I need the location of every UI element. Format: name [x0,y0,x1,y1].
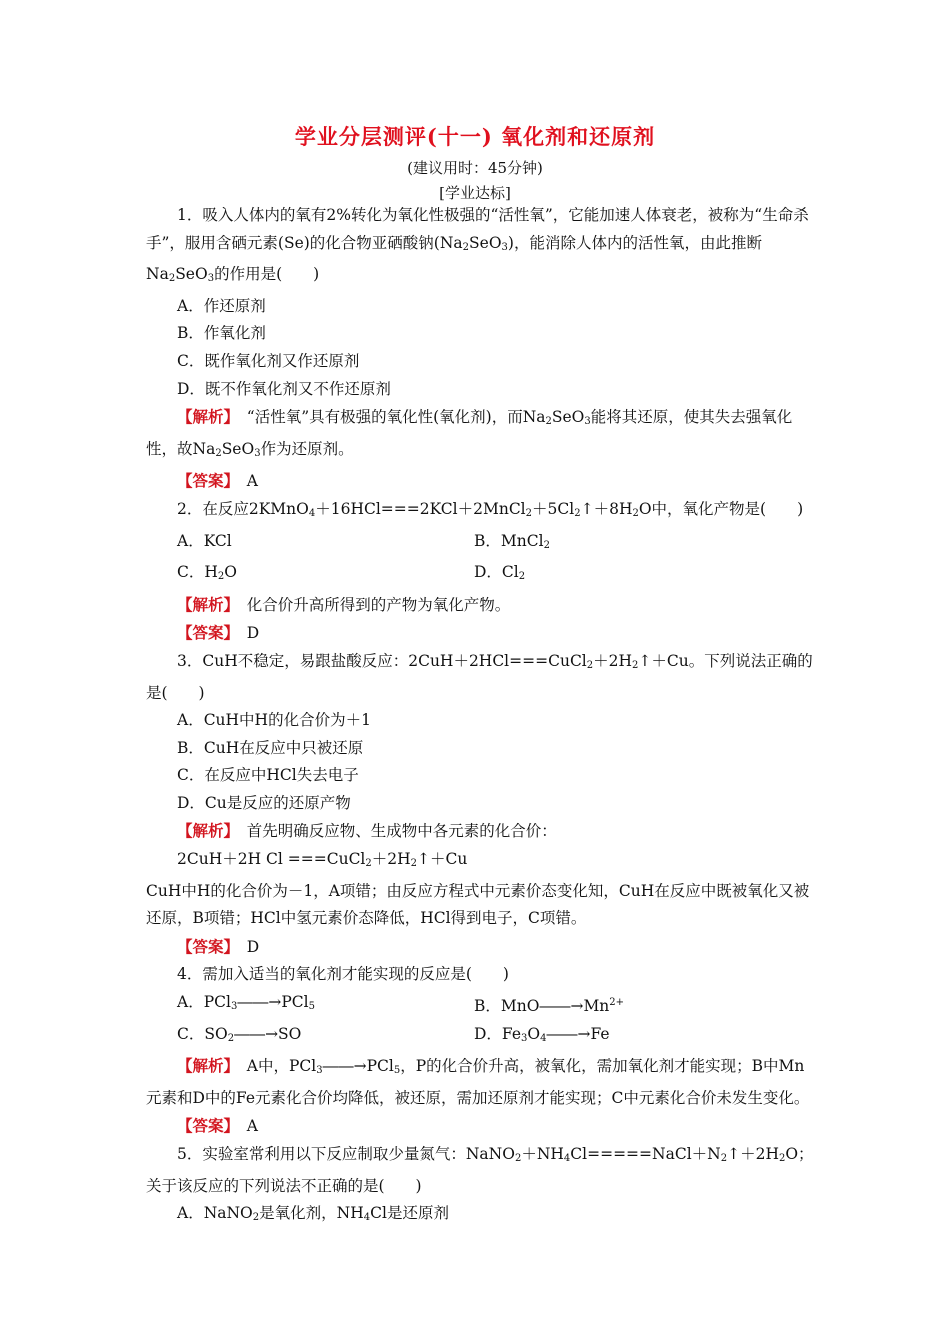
answer-tag: 【答案】 [177,936,232,956]
question-2-option-b: B．MnCl$_2$ [474,531,550,551]
question-1-option-d: D．既不作氧化剂又不作还原剂 [177,379,391,398]
question-5-option-a: A．NaNO$_2$是氧化剂，$NH_4Cl$是还原剂 [177,1204,449,1224]
question-4-option-b: B．$MnO――\to Mn^{2+}$ [474,997,625,1016]
question-4-options-row-2 [146,1021,814,1053]
question-4-analysis: 【解析】 A中，PCl$_3$――→PCl$_5$，P的化合价升高，被氧化，需加氧化剂才能实现；B中Mn元素和D中的Fe元素化合价均降低，被还原，需加还原剂才能实现；C中元素化合价未发生变化。 [146,1056,810,1107]
question-1-answer: 【答案】 A [177,471,258,491]
question-2-options-row-2 [146,559,814,591]
analysis-tag: 【解析】 [177,594,232,614]
question-2-option-c: C．$H_2O$ [177,563,237,583]
question-3-analysis: 【解析】 首先明确反应物、生成物中各元素的化合价： [177,821,557,841]
question-1-option-a: A．作还原剂 [177,296,266,315]
question-4-stem: 4．需加入适当的氧化剂才能实现的反应是( ) [177,965,509,984]
question-2-analysis: 【解析】 化合价升高所得到的产物为氧化产物。 [177,594,511,614]
questions-body [146,202,814,1232]
question-3-option-c: C．在反应中HCl失去电子 [177,766,359,785]
analysis-tag: 【解析】 [177,1056,232,1076]
question-2-stem: 2．在反应$2KMnO_4+16HCl===2KCl+2MnCl_2+5Cl_2↑+8H_2O$中，氧化产物是( ) [177,499,804,519]
question-4-option-d: D．$Fe_3O_4――\to Fe$ [474,1024,610,1044]
answer-tag: 【答案】 [177,1116,232,1136]
question-3-option-b: B．CuH在反应中只被还原 [177,738,364,757]
question-4-answer: 【答案】 A [177,1116,258,1136]
question-3-answer: 【答案】 D [177,936,260,956]
answer-tag: 【答案】 [177,471,232,491]
question-2-option-d: D．$Cl_2$ [474,563,526,583]
question-2-options-row-1 [146,528,814,560]
question-3-option-d: D．Cu是反应的还原产物 [177,793,351,812]
analysis-tag: 【解析】 [177,407,232,427]
question-3-option-a: A．CuH中H的化合价为＋1 [177,711,371,730]
question-4-option-a: A．PCl$_3$――→PCl$_5$ [177,993,315,1013]
section-heading: [学业达标] [439,184,511,202]
question-5-stem: 5．实验室常利用以下反应制取少量氮气：$NaNO_2+NH_4Cl=====NaCl+N_2↑+2H_2O$；关于该反应的下列说法不正确的是( ) [146,1145,814,1195]
question-1-stem: 1．吸入人体内的氧有2%转化为氧化性极强的“活性氧”，它能加速人体衰老，被称为“生命杀手”，服用含硒元素(Se)的化合物亚硒酸钠$(Na_2SeO_3)$，能消除人体内的活性氧，由此推断$Na_2SeO_3$的作用是( ) [146,206,809,285]
answer-tag: 【答案】 [177,623,232,643]
question-4-options-row-1 [146,989,814,1021]
question-1-analysis: 【解析】 “活性氧”具有极强的氧化性(氧化剂)，而$Na_2SeO_3$能将其还原，使其失去强氧化性，故$Na_2SeO_3$作为还原剂。 [146,407,793,459]
question-4-option-c: C．$SO_2――\to SO$ [177,1024,302,1044]
question-2-option-a: A．KCl [177,531,232,550]
page-title: 学业分层测评(十一) 氧化剂和还原剂 [294,124,656,149]
question-3-equation: 2CuH＋2H $Cl ===CuCl_2+2H_2↑+Cu$ [177,850,468,870]
suggested-time: (建议用时：45分钟) [407,159,543,177]
question-3-explanation: CuH中H的化合价为－1，A项错；由反应方程式中元素价态变化知，CuH在反应中既被氧化又被还原，B项错；HCl中氢元素价态降低，HCl得到电子，C项错。 [146,881,810,928]
analysis-tag: 【解析】 [177,821,232,841]
question-2-answer: 【答案】 D [177,623,260,643]
question-1-option-c: C．既作氧化剂又作还原剂 [177,351,360,370]
question-1-option-b: B．作氧化剂 [177,324,266,343]
question-3-stem: 3．CuH不稳定，易跟盐酸反应：$2CuH+2HCl===CuCl_2+2H_2↑+Cu$。下列说法正确的是( ) [146,651,813,702]
